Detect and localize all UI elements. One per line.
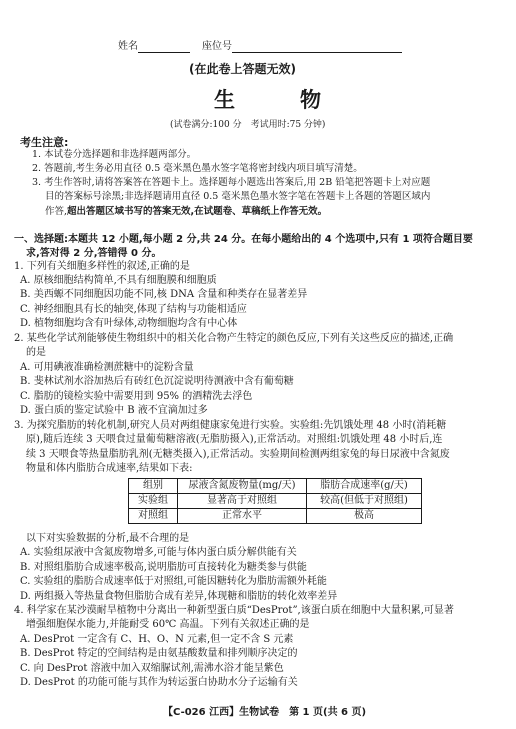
table-row <box>129 509 422 524</box>
q3-option-a: A. 实验组尿液中含氮废物增多,可能与体内蛋白质分解供能有关 <box>20 547 297 558</box>
q3-option-c: C. 实验组的脂肪合成速率低于对照组,可能因糖转化为脂肪需额外耗能 <box>20 576 327 587</box>
table-cell: 显著高于对照组 <box>178 494 307 509</box>
q2-option-c: C. 脂肪的镜检实验中需要用到 95% 的酒精洗去浮色 <box>20 391 253 402</box>
section-heading-line-2: 求,答对得 2 分,答错得 0 分。 <box>26 248 162 259</box>
seat-field <box>202 40 402 53</box>
q1-option-d: D. 植物细胞均含有叶绿体,动物细胞均含有中心体 <box>20 318 238 329</box>
name-label: 姓名 <box>118 41 138 52</box>
seat-blank <box>232 41 402 53</box>
exam-info: (试卷满分:100 分 考试用时:75 分钟) <box>170 120 326 130</box>
invalid-note: (在此卷上答题无效) <box>189 62 296 76</box>
q3-option-b: B. 对照组脂肪合成速率极高,说明脂肪可直接转化为糖类参与供能 <box>20 562 307 573</box>
table-header-cell: 脂肪合成速率(g/天) <box>307 479 422 494</box>
q1-stem: 1. 下列有关细胞多样性的叙述,正确的是 <box>14 261 190 272</box>
q3-stem-line-4: 物量和体内脂肪合成速率,结果如下表: <box>26 463 193 474</box>
table-row <box>129 494 422 509</box>
table-header-row <box>129 479 422 494</box>
table-cell: 正常水平 <box>178 509 307 524</box>
notice-line-2: 2. 答题前,考生务必用直径 0.5 毫米黑色墨水签字笔将密封线内项目填写清楚。 <box>32 163 363 174</box>
q2-option-a: A. 可用碘液准确检测蔗糖中的淀粉含量 <box>20 362 194 373</box>
q3-option-d: D. 两组摄入等热量食物但脂肪合成有差异,体现糖和脂肪的转化效率差异 <box>20 591 338 602</box>
notice-line-5 <box>45 205 327 218</box>
table-header-cell: 组别 <box>129 479 178 494</box>
q4-option-a: A. DesProt 一定含有 C、H、O、N 元素,但一定不含 S 元素 <box>20 634 294 645</box>
notice-heading: 考生注意: <box>20 136 69 149</box>
q4-stem-line-1: 4. 科学家在某沙漠耐旱植物中分离出一种新型蛋白质“DesProt”,该蛋白质在细胞中大量积累,可显著 <box>14 605 454 616</box>
q1-option-b: B. 美西螈不同细胞因功能不同,核 DNA 含量和种类存在显著差异 <box>20 289 308 300</box>
notice-line-5-prefix: 作答, <box>45 206 68 217</box>
table-cell: 实验组 <box>129 494 178 509</box>
notice-line-4: 目的答案标号涂黑;非选择题请用直径 0.5 毫米黑色墨水签字笔在答题卡上各题的答题区域内 <box>45 191 431 202</box>
q1-option-c: C. 神经细胞具有长的轴突,体现了结构与功能相适应 <box>20 304 247 315</box>
q4-option-b: B. DesProt 特定的空间结构是由氨基酸数量和排列顺序决定的 <box>20 648 298 659</box>
q4-option-d: D. DesProt 的功能可能与其作为转运蛋白协助水分子运输有关 <box>20 677 298 688</box>
q3-stem-line-2: 原),随后连续 3 天喂食过量葡萄糖溶液(无脂肪摄入),正常活动。对照组:饥饿处理 48 小时后,连 <box>26 434 443 445</box>
notice-line-1: 1. 本试卷分选择题和非选择题两部分。 <box>32 149 197 160</box>
section-heading-line-1: 一、选择题:本题共 12 小题,每小题 2 分,共 24 分。在每小题给出的 4 个选项中,只有 1 项符合题目要 <box>14 234 473 245</box>
notice-emphasis: 超出答题区域书写的答案无效,在试题卷、草稿纸上作答无效。 <box>67 206 328 217</box>
q3-follow: 以下对实验数据的分析,最不合理的是 <box>26 533 190 544</box>
seat-label: 座位号 <box>202 41 232 52</box>
q3-stem-line-1: 3. 为探究脂肪的转化机制,研究人员对两组健康家兔进行实验。实验组:先饥饿处理 48 小时(消耗糖 <box>14 420 447 431</box>
table-cell: 较高(但低于对照组) <box>307 494 422 509</box>
q4-stem-line-2: 增强细胞保水能力,并能耐受 60℃ 高温。下列有关叙述正确的是 <box>26 619 310 630</box>
q2-stem-line-1: 2. 某些化学试剂能够使生物组织中的相关化合物产生特定的颜色反应,下列有关这些反应的描述,正确 <box>14 333 454 344</box>
q2-stem-line-2: 的是 <box>26 347 46 358</box>
q2-option-b: B. 斐林试剂水浴加热后有砖红色沉淀说明待测液中含有葡萄糖 <box>20 376 294 387</box>
name-blank <box>138 41 190 53</box>
table-cell: 对照组 <box>129 509 178 524</box>
table-cell: 极高 <box>307 509 422 524</box>
q4-option-c: C. 向 DesProt 溶液中加入双缩脲试剂,需沸水浴才能呈紫色 <box>20 663 284 674</box>
q2-option-d: D. 蛋白质的鉴定试验中 B 液不宜滴加过多 <box>20 405 208 416</box>
q1-option-a: A. 原核细胞结构简单,不具有细胞膜和细胞质 <box>20 275 217 286</box>
experiment-table <box>128 478 422 524</box>
q3-stem-line-3: 续 3 天喂食等热量脂肪乳剂(无糖类摄入),正常活动。实验期间检测两组家兔的每日尿液中含氮废 <box>26 449 450 460</box>
page-footer: 【C-026 江西】生物试卷 第 1 页(共 6 页) <box>163 707 367 718</box>
notice-line-3: 3. 考生作答时,请将答案答在答题卡上。选择题每小题选出答案后,用 2B 铅笔把答题卡上对应题 <box>32 177 431 188</box>
name-field <box>118 40 190 53</box>
table-header-cell: 尿液含氮废物量(mg/天) <box>178 479 307 494</box>
page-title: 生 物 <box>214 88 343 112</box>
